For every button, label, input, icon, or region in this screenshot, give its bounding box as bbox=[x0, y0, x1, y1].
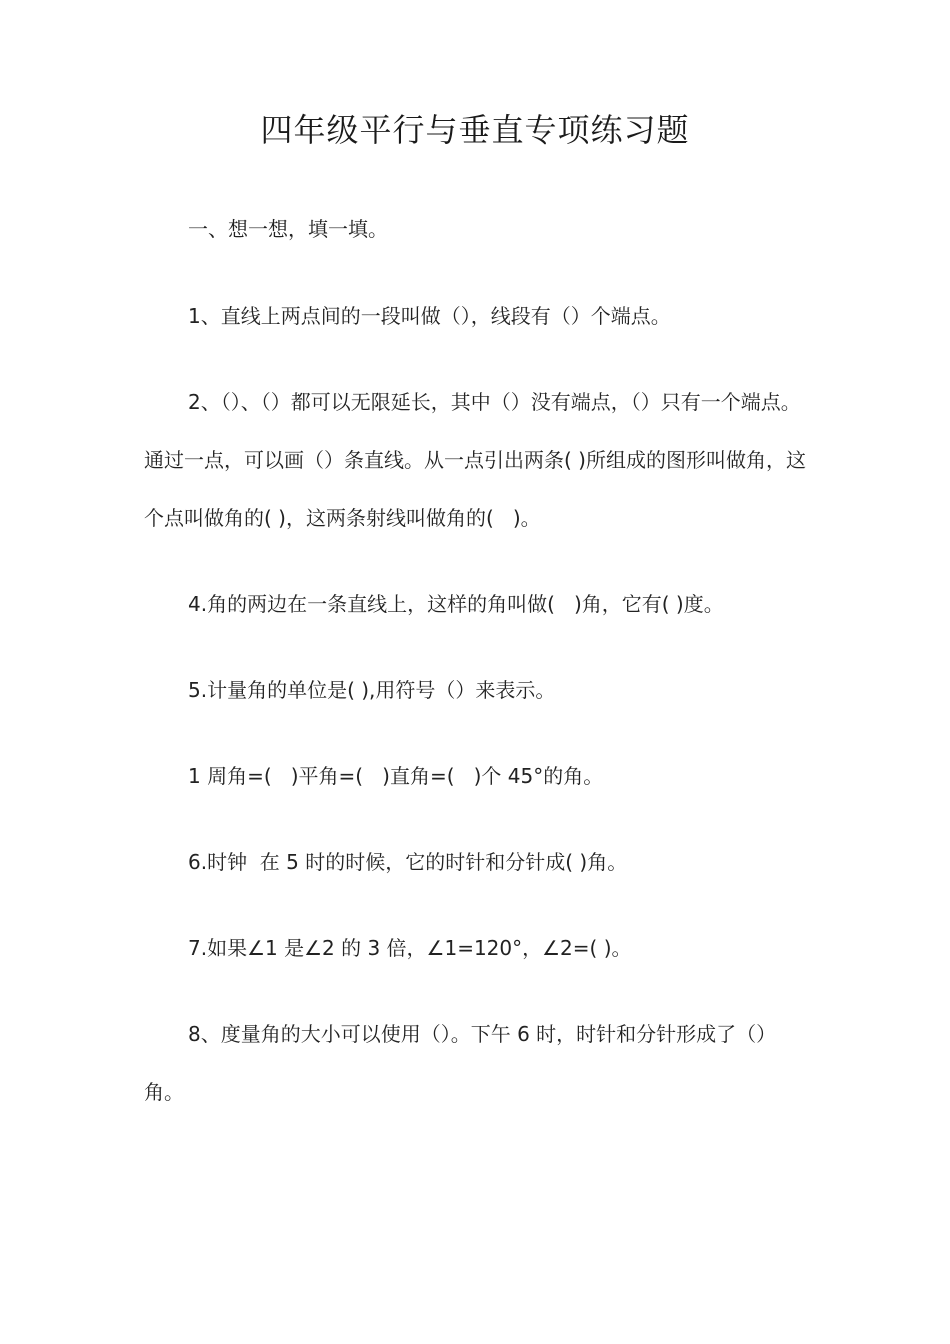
question-8: 8、度量角的大小可以使用（）。下午 6 时，时针和分针形成了（）角。 bbox=[144, 1022, 777, 1104]
question-4: 4.角的两边在一条直线上，这样的角叫做( )角，它有( )度。 bbox=[188, 592, 724, 616]
question-5-angle-conversion: 1 周角=( )平角=( )直角=( )个 45°的角。 bbox=[188, 764, 604, 788]
document-title: 四年级平行与垂直专项练习题 bbox=[260, 111, 690, 149]
question-1: 1、直线上两点间的一段叫做（），线段有（）个端点。 bbox=[188, 304, 671, 328]
question-7: 7.如果∠1 是∠2 的 3 倍，∠1=120°，∠2=( )。 bbox=[188, 936, 632, 960]
question-5: 5.计量角的单位是( ),用符号（）来表示。 bbox=[188, 678, 556, 702]
section-heading: 一、想一想，填一填。 bbox=[188, 217, 388, 241]
question-2: 2、（）、（）都可以无限延长，其中（）没有端点，（）只有一个端点。通过一点，可以画（）条直线。从一点引出两条( )所组成的图形叫做角，这个点叫做角的( )，这两条射线叫做角的( )。 bbox=[144, 390, 806, 530]
question-6: 6.时钟 在 5 时的时候，它的时针和分针成( )角。 bbox=[188, 850, 628, 874]
